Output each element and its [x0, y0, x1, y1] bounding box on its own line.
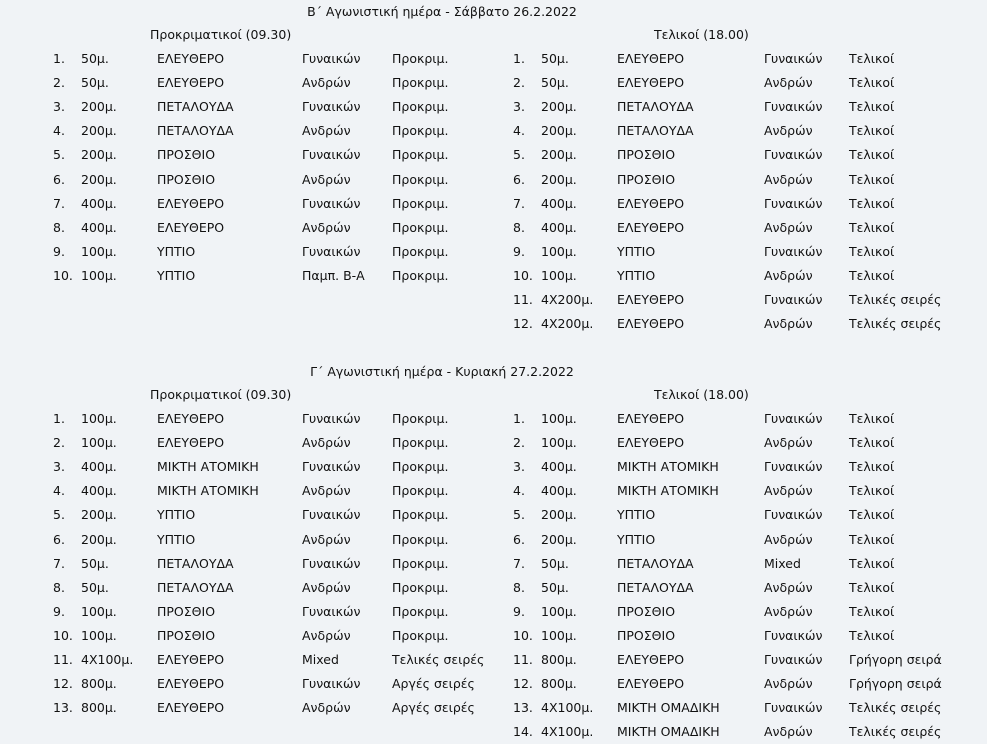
- event-dist: 800μ.: [541, 652, 577, 667]
- event-dist: 100μ.: [81, 411, 117, 426]
- event-gender: Mixed: [764, 556, 801, 571]
- event-dist: 400μ.: [541, 220, 577, 235]
- event-style: ΠΕΤΑΛΟΥΔΑ: [617, 556, 694, 571]
- event-dist: 50μ.: [81, 580, 109, 595]
- event-style: ΥΠΤΙΟ: [157, 268, 196, 283]
- event-num: 5.: [513, 147, 525, 162]
- event-dist: 100μ.: [541, 244, 577, 259]
- event-style: ΕΛΕΥΘΕΡΟ: [617, 292, 685, 307]
- event-type: Τελικοί: [849, 556, 895, 571]
- event-num: 11.: [53, 652, 73, 667]
- event-style: ΠΡΟΣΘΙΟ: [617, 628, 676, 643]
- event-type: Προκριμ.: [392, 411, 449, 426]
- event-gender: Ανδρών: [764, 604, 813, 619]
- event-dist: 800μ.: [81, 676, 117, 691]
- event-style: ΕΛΕΥΘΕΡΟ: [617, 435, 685, 450]
- heats-title: Προκριματικοί (09.30): [150, 387, 292, 402]
- event-style: ΕΛΕΥΘΕΡΟ: [617, 676, 685, 691]
- event-type: Τελικοί: [849, 507, 895, 522]
- event-type: Τελικές σειρές: [849, 316, 942, 331]
- event-style: ΠΡΟΣΘΙΟ: [157, 604, 216, 619]
- event-gender: Γυναικών: [764, 244, 823, 259]
- event-type: Προκριμ.: [392, 459, 449, 474]
- event-gender: Γυναικών: [764, 292, 823, 307]
- event-dist: 200μ.: [81, 507, 117, 522]
- event-dist: 200μ.: [81, 99, 117, 114]
- event-gender: Ανδρών: [764, 268, 813, 283]
- event-dist: 100μ.: [81, 268, 117, 283]
- event-gender: Γυναικών: [764, 99, 823, 114]
- event-dist: 200μ.: [81, 532, 117, 547]
- event-type: Προκριμ.: [392, 147, 449, 162]
- event-gender: Ανδρών: [764, 676, 813, 691]
- event-dist: 50μ.: [81, 51, 109, 66]
- event-num: 2.: [513, 75, 525, 90]
- event-dist: 50μ.: [541, 580, 569, 595]
- event-style: ΕΛΕΥΘΕΡΟ: [617, 411, 685, 426]
- event-type: Τελικές σειρές: [849, 724, 942, 739]
- event-gender: Γυναικών: [302, 507, 361, 522]
- event-gender: Γυναικών: [302, 604, 361, 619]
- event-style: ΥΠΤΙΟ: [157, 532, 196, 547]
- event-num: 1.: [53, 411, 65, 426]
- event-style: ΠΡΟΣΘΙΟ: [617, 604, 676, 619]
- event-type: Τελικοί: [849, 435, 895, 450]
- event-dist: 50μ.: [81, 556, 109, 571]
- event-num: 11.: [513, 292, 533, 307]
- event-dist: 200μ.: [541, 99, 577, 114]
- event-dist: 4Χ200μ.: [541, 292, 594, 307]
- event-gender: Γυναικών: [764, 51, 823, 66]
- event-style: ΠΕΤΑΛΟΥΔΑ: [157, 556, 234, 571]
- event-gender: Γυναικών: [302, 676, 361, 691]
- event-gender: Γυναικών: [764, 628, 823, 643]
- event-dist: 100μ.: [541, 411, 577, 426]
- event-gender: Γυναικών: [764, 507, 823, 522]
- event-style: ΠΕΤΑΛΟΥΔΑ: [157, 123, 234, 138]
- event-gender: Ανδρών: [302, 75, 351, 90]
- event-type: Τελικοί: [849, 99, 895, 114]
- event-dist: 4Χ100μ.: [541, 700, 594, 715]
- event-gender: Mixed: [302, 652, 339, 667]
- event-style: ΕΛΕΥΘΕΡΟ: [617, 316, 685, 331]
- event-num: 12.: [513, 316, 533, 331]
- event-type: Τελικοί: [849, 411, 895, 426]
- event-type: Τελικοί: [849, 268, 895, 283]
- event-gender: Ανδρών: [302, 532, 351, 547]
- event-type: Τελικές σειρές: [392, 652, 485, 667]
- event-style: ΜΙΚΤΗ ΑΤΟΜΙΚΗ: [617, 459, 719, 474]
- event-style: ΕΛΕΥΘΕΡΟ: [617, 196, 685, 211]
- event-style: ΕΛΕΥΘΕΡΟ: [157, 700, 225, 715]
- event-num: 9.: [53, 244, 65, 259]
- event-type: Τελικοί: [849, 604, 895, 619]
- event-dist: 100μ.: [541, 628, 577, 643]
- event-num: 2.: [513, 435, 525, 450]
- event-type: Τελικές σειρές: [849, 292, 942, 307]
- event-dist: 4Χ200μ.: [541, 316, 594, 331]
- event-style: ΠΕΤΑΛΟΥΔΑ: [157, 99, 234, 114]
- event-num: 10.: [53, 268, 73, 283]
- event-dist: 100μ.: [541, 268, 577, 283]
- event-num: 7.: [513, 196, 525, 211]
- event-gender: Ανδρών: [302, 700, 351, 715]
- event-style: ΠΡΟΣΘΙΟ: [157, 628, 216, 643]
- event-type: Προκριμ.: [392, 244, 449, 259]
- event-dist: 800μ.: [541, 676, 577, 691]
- event-num: 3.: [53, 99, 65, 114]
- event-dist: 100μ.: [81, 244, 117, 259]
- event-style: ΠΕΤΑΛΟΥΔΑ: [157, 580, 234, 595]
- event-gender: Γυναικών: [764, 700, 823, 715]
- event-gender: Γυναικών: [764, 147, 823, 162]
- event-type: Τελικοί: [849, 580, 895, 595]
- event-num: 3.: [513, 459, 525, 474]
- event-gender: Ανδρών: [764, 172, 813, 187]
- event-num: 9.: [513, 604, 525, 619]
- event-gender: Ανδρών: [302, 172, 351, 187]
- event-num: 2.: [53, 75, 65, 90]
- event-style: ΕΛΕΥΘΕΡΟ: [157, 75, 225, 90]
- event-dist: 200μ.: [541, 532, 577, 547]
- event-num: 10.: [513, 628, 533, 643]
- event-gender: Παμπ. Β-Α: [302, 268, 365, 283]
- event-dist: 200μ.: [541, 507, 577, 522]
- event-type: Τελικοί: [849, 628, 895, 643]
- event-dist: 50μ.: [541, 51, 569, 66]
- event-dist: 400μ.: [81, 220, 117, 235]
- event-dist: 400μ.: [541, 459, 577, 474]
- event-dist: 50μ.: [541, 556, 569, 571]
- event-gender: Γυναικών: [302, 459, 361, 474]
- event-num: 8.: [513, 580, 525, 595]
- event-style: ΕΛΕΥΘΕΡΟ: [157, 652, 225, 667]
- event-type: Προκριμ.: [392, 220, 449, 235]
- event-type: Προκριμ.: [392, 556, 449, 571]
- event-num: 11.: [513, 652, 533, 667]
- event-type: Τελικοί: [849, 51, 895, 66]
- event-type: Προκριμ.: [392, 99, 449, 114]
- event-type: Τελικές σειρές: [849, 700, 942, 715]
- event-gender: Γυναικών: [302, 196, 361, 211]
- event-type: Γρήγορη σειρά: [849, 676, 942, 691]
- event-gender: Ανδρών: [302, 220, 351, 235]
- event-style: ΠΕΤΑΛΟΥΔΑ: [617, 123, 694, 138]
- event-dist: 200μ.: [81, 147, 117, 162]
- event-style: ΜΙΚΤΗ ΟΜΑΔΙΚΗ: [617, 724, 720, 739]
- event-style: ΕΛΕΥΘΕΡΟ: [617, 51, 685, 66]
- event-dist: 4Χ100μ.: [81, 652, 134, 667]
- event-num: 12.: [53, 676, 73, 691]
- event-type: Προκριμ.: [392, 628, 449, 643]
- event-gender: Ανδρών: [764, 724, 813, 739]
- event-style: ΕΛΕΥΘΕΡΟ: [157, 435, 225, 450]
- event-num: 6.: [53, 172, 65, 187]
- event-num: 9.: [513, 244, 525, 259]
- event-type: Τελικοί: [849, 532, 895, 547]
- event-gender: Γυναικών: [764, 411, 823, 426]
- event-gender: Ανδρών: [764, 123, 813, 138]
- event-gender: Γυναικών: [764, 652, 823, 667]
- event-num: 7.: [513, 556, 525, 571]
- event-num: 4.: [53, 483, 65, 498]
- event-gender: Ανδρών: [302, 435, 351, 450]
- event-num: 5.: [513, 507, 525, 522]
- event-gender: Ανδρών: [764, 532, 813, 547]
- event-type: Προκριμ.: [392, 580, 449, 595]
- event-style: ΠΡΟΣΘΙΟ: [617, 172, 676, 187]
- event-dist: 100μ.: [81, 628, 117, 643]
- heats-title: Προκριματικοί (09.30): [150, 27, 292, 42]
- event-style: ΕΛΕΥΘΕΡΟ: [157, 676, 225, 691]
- event-style: ΥΠΤΙΟ: [617, 507, 656, 522]
- event-dist: 50μ.: [541, 75, 569, 90]
- event-num: 10.: [53, 628, 73, 643]
- event-gender: Ανδρών: [764, 75, 813, 90]
- event-dist: 50μ.: [81, 75, 109, 90]
- event-style: ΕΛΕΥΘΕΡΟ: [617, 220, 685, 235]
- event-type: Τελικοί: [849, 459, 895, 474]
- event-gender: Γυναικών: [302, 147, 361, 162]
- event-type: Τελικοί: [849, 196, 895, 211]
- event-num: 1.: [513, 411, 525, 426]
- event-gender: Ανδρών: [302, 123, 351, 138]
- event-gender: Γυναικών: [302, 556, 361, 571]
- event-type: Προκριμ.: [392, 51, 449, 66]
- event-dist: 200μ.: [81, 172, 117, 187]
- event-num: 14.: [513, 724, 533, 739]
- event-num: 7.: [53, 556, 65, 571]
- event-gender: Γυναικών: [302, 99, 361, 114]
- event-style: ΕΛΕΥΘΕΡΟ: [617, 75, 685, 90]
- event-num: 1.: [53, 51, 65, 66]
- event-num: 8.: [53, 580, 65, 595]
- event-type: Τελικοί: [849, 75, 895, 90]
- event-type: Τελικοί: [849, 123, 895, 138]
- event-gender: Ανδρών: [764, 580, 813, 595]
- event-type: Τελικοί: [849, 483, 895, 498]
- event-style: ΕΛΕΥΘΕΡΟ: [617, 652, 685, 667]
- event-num: 5.: [53, 507, 65, 522]
- event-num: 10.: [513, 268, 533, 283]
- event-num: 2.: [53, 435, 65, 450]
- event-dist: 4Χ100μ.: [541, 724, 594, 739]
- event-type: Τελικοί: [849, 244, 895, 259]
- event-dist: 100μ.: [81, 435, 117, 450]
- event-dist: 200μ.: [81, 123, 117, 138]
- event-type: Τελικοί: [849, 172, 895, 187]
- event-style: ΠΡΟΣΘΙΟ: [617, 147, 676, 162]
- event-dist: 200μ.: [541, 147, 577, 162]
- event-dist: 200μ.: [541, 172, 577, 187]
- event-num: 13.: [513, 700, 533, 715]
- event-style: ΥΠΤΙΟ: [157, 244, 196, 259]
- event-gender: Γυναικών: [302, 244, 361, 259]
- event-style: ΜΙΚΤΗ ΑΤΟΜΙΚΗ: [157, 459, 259, 474]
- event-dist: 100μ.: [541, 435, 577, 450]
- event-style: ΜΙΚΤΗ ΟΜΑΔΙΚΗ: [617, 700, 720, 715]
- event-type: Προκριμ.: [392, 75, 449, 90]
- event-dist: 400μ.: [541, 196, 577, 211]
- event-style: ΠΡΟΣΘΙΟ: [157, 172, 216, 187]
- event-dist: 100μ.: [541, 604, 577, 619]
- day-title: Β΄ Αγωνιστική ημέρα - Σάββατο 26.2.2022: [307, 4, 577, 19]
- event-style: ΥΠΤΙΟ: [617, 244, 656, 259]
- event-style: ΜΙΚΤΗ ΑΤΟΜΙΚΗ: [157, 483, 259, 498]
- event-num: 7.: [53, 196, 65, 211]
- event-type: Προκριμ.: [392, 532, 449, 547]
- event-style: ΕΛΕΥΘΕΡΟ: [157, 51, 225, 66]
- event-type: Αργές σειρές: [392, 676, 475, 691]
- event-num: 1.: [513, 51, 525, 66]
- event-gender: Γυναικών: [302, 411, 361, 426]
- event-num: 3.: [53, 459, 65, 474]
- event-dist: 400μ.: [541, 483, 577, 498]
- event-num: 4.: [513, 123, 525, 138]
- event-type: Προκριμ.: [392, 604, 449, 619]
- event-type: Προκριμ.: [392, 196, 449, 211]
- event-gender: Γυναικών: [764, 459, 823, 474]
- event-style: ΥΠΤΙΟ: [157, 507, 196, 522]
- event-style: ΥΠΤΙΟ: [617, 532, 656, 547]
- event-num: 5.: [53, 147, 65, 162]
- event-gender: Ανδρών: [764, 316, 813, 331]
- event-type: Προκριμ.: [392, 123, 449, 138]
- finals-title: Τελικοί (18.00): [654, 27, 749, 42]
- event-gender: Ανδρών: [764, 220, 813, 235]
- event-type: Γρήγορη σειρά: [849, 652, 942, 667]
- event-type: Προκριμ.: [392, 507, 449, 522]
- event-num: 12.: [513, 676, 533, 691]
- event-dist: 400μ.: [81, 459, 117, 474]
- event-gender: Ανδρών: [302, 628, 351, 643]
- event-num: 4.: [513, 483, 525, 498]
- event-num: 6.: [513, 172, 525, 187]
- event-style: ΕΛΕΥΘΕΡΟ: [157, 220, 225, 235]
- event-style: ΥΠΤΙΟ: [617, 268, 656, 283]
- event-num: 4.: [53, 123, 65, 138]
- event-num: 8.: [53, 220, 65, 235]
- event-type: Προκριμ.: [392, 435, 449, 450]
- event-type: Τελικοί: [849, 147, 895, 162]
- event-style: ΠΕΤΑΛΟΥΔΑ: [617, 580, 694, 595]
- event-type: Προκριμ.: [392, 268, 449, 283]
- event-type: Προκριμ.: [392, 172, 449, 187]
- event-style: ΠΡΟΣΘΙΟ: [157, 147, 216, 162]
- event-dist: 800μ.: [81, 700, 117, 715]
- event-num: 3.: [513, 99, 525, 114]
- day-title: Γ΄ Αγωνιστική ημέρα - Κυριακή 27.2.2022: [310, 364, 574, 379]
- finals-title: Τελικοί (18.00): [654, 387, 749, 402]
- event-style: ΜΙΚΤΗ ΑΤΟΜΙΚΗ: [617, 483, 719, 498]
- event-dist: 400μ.: [81, 196, 117, 211]
- event-style: ΕΛΕΥΘΕΡΟ: [157, 196, 225, 211]
- event-num: 8.: [513, 220, 525, 235]
- event-gender: Ανδρών: [764, 435, 813, 450]
- event-num: 13.: [53, 700, 73, 715]
- event-gender: Ανδρών: [302, 580, 351, 595]
- event-gender: Γυναικών: [764, 196, 823, 211]
- event-num: 6.: [53, 532, 65, 547]
- event-num: 6.: [513, 532, 525, 547]
- event-type: Αργές σειρές: [392, 700, 475, 715]
- event-type: Τελικοί: [849, 220, 895, 235]
- event-num: 9.: [53, 604, 65, 619]
- event-type: Προκριμ.: [392, 483, 449, 498]
- event-style: ΠΕΤΑΛΟΥΔΑ: [617, 99, 694, 114]
- event-dist: 400μ.: [81, 483, 117, 498]
- event-gender: Γυναικών: [302, 51, 361, 66]
- event-gender: Ανδρών: [302, 483, 351, 498]
- event-dist: 200μ.: [541, 123, 577, 138]
- event-gender: Ανδρών: [764, 483, 813, 498]
- event-style: ΕΛΕΥΘΕΡΟ: [157, 411, 225, 426]
- event-dist: 100μ.: [81, 604, 117, 619]
